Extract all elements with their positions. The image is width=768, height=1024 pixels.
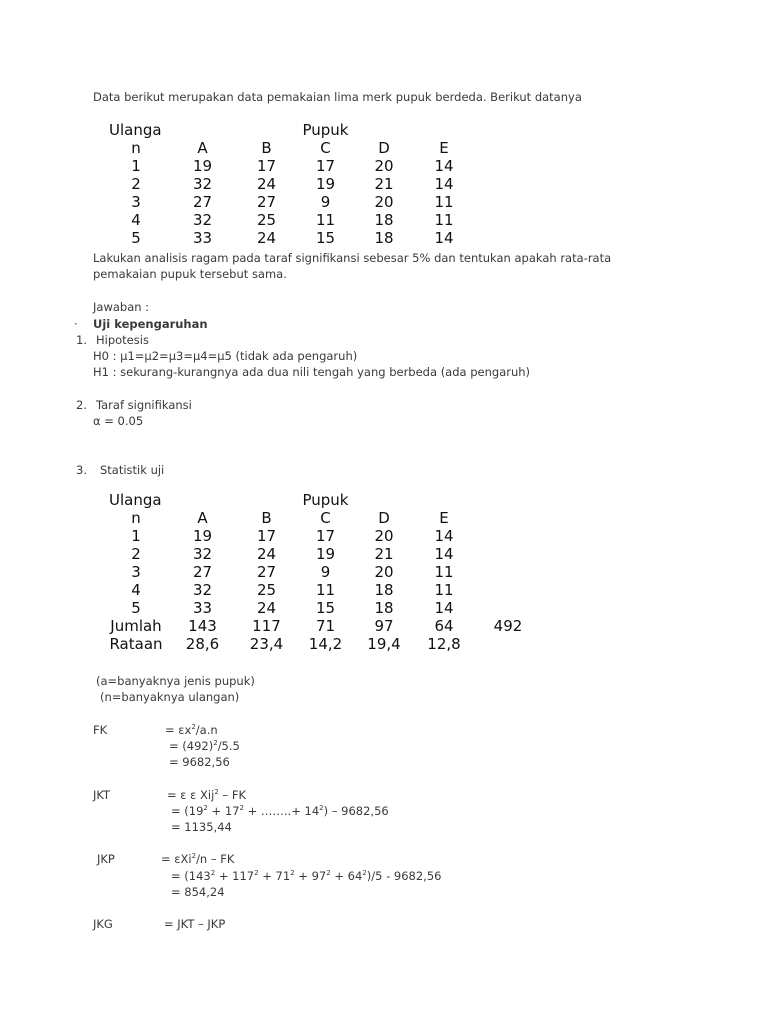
table-row xyxy=(104,563,541,581)
bullet-marker: · xyxy=(74,317,78,331)
fk-substitution: = $(492)^2/5.5$ xyxy=(169,739,240,753)
table-header-cell: B xyxy=(261,509,272,527)
table-cell: 9 xyxy=(320,563,331,581)
table-cell: 27 xyxy=(192,563,213,581)
table-row-rataan xyxy=(104,635,541,653)
note-n: (n=banyaknya ulangan) xyxy=(100,690,240,704)
jkp-substitution: = $(143^2 + 117^2 + 71^2 + 97^2 + 64^2)/5 - 9682,56$ xyxy=(171,869,442,883)
intro-text: Data berikut merupakan data pemakaian lima merk pupuk berdeda. Berikut datanya xyxy=(93,90,582,104)
table-cell: Jumlah xyxy=(110,617,162,635)
table-header-cell: C xyxy=(320,509,331,527)
table-header-cell: E xyxy=(439,509,449,527)
table-cell: 18 xyxy=(374,211,394,229)
table-cell: 19,4 xyxy=(367,635,401,653)
table-row xyxy=(104,545,541,563)
table-cell: 4 xyxy=(131,211,141,229)
question-line-1: Lakukan analisis ragam pada taraf signifikansi sebesar 5% dan tentukan apakah rata-rata xyxy=(93,251,612,265)
table-header-ulangan: Ulanga xyxy=(109,491,162,509)
table-cell: 14 xyxy=(434,599,454,617)
table-cell: 3 xyxy=(131,563,141,581)
table-row xyxy=(104,157,475,175)
jkp-formula: = εXi$^2$/n – FK xyxy=(161,852,235,866)
table-cell: 5 xyxy=(131,599,141,617)
table-header-cell: E xyxy=(439,139,449,157)
table-header-cell: D xyxy=(378,139,390,157)
note-a: (a=banyaknya jenis pupuk) xyxy=(96,674,255,688)
table-header-ulangan: Ulanga xyxy=(109,121,162,139)
table-header-pupuk: Pupuk xyxy=(302,121,349,139)
table-row-jumlah xyxy=(104,617,541,635)
table-cell: 19 xyxy=(315,175,336,193)
answer-label: Jawaban : xyxy=(93,300,150,314)
table-cell: 18 xyxy=(374,581,394,599)
table-header-row xyxy=(104,121,475,139)
alpha-value: α = 0.05 xyxy=(93,414,144,428)
table-cell: 11 xyxy=(434,193,454,211)
table-cell: 19 xyxy=(192,157,213,175)
table-cell: 143 xyxy=(188,617,217,635)
hypothesis-h0: H0 : μ1=μ2=μ3=μ4=μ5 (tidak ada pengaruh) xyxy=(93,349,358,363)
table-cell: 20 xyxy=(374,157,394,175)
step-2-number: 2. xyxy=(76,398,87,412)
table-cell: 27 xyxy=(192,193,213,211)
table-cell: 20 xyxy=(374,527,394,545)
table-cell: Rataan xyxy=(109,635,163,653)
table-cell: 24 xyxy=(256,229,277,247)
table-cell: 20 xyxy=(374,193,394,211)
table-cell: 25 xyxy=(256,581,277,599)
table-cell: 18 xyxy=(374,599,394,617)
table-cell: 32 xyxy=(192,581,213,599)
table-row xyxy=(104,599,541,617)
table-cell: 3 xyxy=(131,193,141,211)
table-cell: 17 xyxy=(256,527,277,545)
table-cell: 23,4 xyxy=(249,635,284,653)
table-cell: 15 xyxy=(315,229,336,247)
step-1-number: 1. xyxy=(76,333,87,347)
table-header-cell: A xyxy=(197,139,208,157)
table-cell: 18 xyxy=(374,229,394,247)
fk-label: FK xyxy=(93,723,108,737)
table-cell: 11 xyxy=(434,563,454,581)
table-cell: 5 xyxy=(131,229,141,247)
table-row xyxy=(104,211,475,229)
jkt-label: JKT xyxy=(93,788,111,802)
table-cell: 21 xyxy=(374,545,394,563)
table-cell: 19 xyxy=(315,545,336,563)
jkt-formula: = ε ε Xij$^2$ – FK xyxy=(167,788,246,802)
table-cell: 24 xyxy=(256,545,277,563)
table-header-cell: A xyxy=(197,509,208,527)
table-cell: 19 xyxy=(192,527,213,545)
table-cell: 33 xyxy=(192,229,213,247)
table-cell: 33 xyxy=(192,599,213,617)
step-2-title: Taraf signifikansi xyxy=(96,398,192,412)
table-cell: 32 xyxy=(192,545,213,563)
table-row xyxy=(104,193,475,211)
table-cell: 25 xyxy=(256,211,277,229)
table-cell: 117 xyxy=(252,617,281,635)
table-cell: 24 xyxy=(256,599,277,617)
table-cell: 17 xyxy=(315,157,336,175)
table-header-row xyxy=(104,509,541,527)
table-cell: 14,2 xyxy=(308,635,343,653)
section-title: Uji kepengaruhan xyxy=(93,317,208,331)
table-header-cell: D xyxy=(378,509,390,527)
hypothesis-h1: H1 : sekurang-kurangnya ada dua nili tengah yang berbeda (ada pengaruh) xyxy=(93,365,531,379)
table-cell: 32 xyxy=(192,175,213,193)
table-cell: 64 xyxy=(434,617,454,635)
table-cell: 28,6 xyxy=(185,635,220,653)
table-cell: 24 xyxy=(256,175,277,193)
table-cell: 11 xyxy=(315,211,336,229)
table-cell: 14 xyxy=(434,545,454,563)
table-cell: 9 xyxy=(320,193,331,211)
table-cell: 2 xyxy=(131,175,141,193)
table-row xyxy=(104,527,541,545)
step-1-title: Hipotesis xyxy=(96,333,149,347)
table-cell: 14 xyxy=(434,527,454,545)
table-cell: 97 xyxy=(374,617,394,635)
table-row xyxy=(104,229,475,247)
table-header-cell: C xyxy=(320,139,331,157)
jkg-label: JKG xyxy=(93,917,113,931)
data-table-2 xyxy=(104,491,541,653)
table-cell: 15 xyxy=(315,599,336,617)
table-cell: 11 xyxy=(315,581,336,599)
grand-total-cell: 492 xyxy=(493,617,523,635)
table-cell: 2 xyxy=(131,545,141,563)
question-line-2: pemakaian pupuk tersebut sama. xyxy=(93,267,287,281)
table-cell: 17 xyxy=(256,157,277,175)
table-cell: 71 xyxy=(315,617,336,635)
table-cell: 14 xyxy=(434,157,454,175)
fk-formula: = $\varepsilon x^2/a.n$ xyxy=(165,723,218,737)
table-cell: 14 xyxy=(434,175,454,193)
table-cell: 17 xyxy=(315,527,336,545)
table-header-cell: n xyxy=(131,509,141,527)
table-cell: 11 xyxy=(434,581,454,599)
table-header-cell: B xyxy=(261,139,272,157)
table-header-row xyxy=(104,491,541,509)
table-cell: 20 xyxy=(374,563,394,581)
table-row xyxy=(104,581,541,599)
table-header-row xyxy=(104,139,475,157)
table-cell: 1 xyxy=(131,527,141,545)
table-cell: 1 xyxy=(131,157,141,175)
table-row xyxy=(104,175,475,193)
table-cell: 4 xyxy=(131,581,141,599)
jkt-substitution: = ($19^2 + 17^2$ + ……..+ $14^2) - 9682,56$ xyxy=(171,804,389,818)
fk-result: = 9682,56 xyxy=(169,755,230,769)
table-header-cell: n xyxy=(131,139,141,157)
table-cell: 12,8 xyxy=(427,635,461,653)
jkt-result: = 1135,44 xyxy=(171,820,232,834)
table-cell: 11 xyxy=(434,211,454,229)
jkg-formula: = JKT – JKP xyxy=(164,917,226,931)
table-cell: 21 xyxy=(374,175,394,193)
jkp-result: = 854,24 xyxy=(171,885,225,899)
data-table-1 xyxy=(104,121,475,247)
table-cell: 14 xyxy=(434,229,454,247)
jkp-label: JKP xyxy=(97,852,115,866)
table-cell: 27 xyxy=(256,193,277,211)
table-cell: 32 xyxy=(192,211,213,229)
table-cell: 27 xyxy=(256,563,277,581)
table-header-pupuk: Pupuk xyxy=(302,491,349,509)
step-3-number: 3. xyxy=(76,463,87,477)
step-3-title: Statistik uji xyxy=(100,463,165,477)
